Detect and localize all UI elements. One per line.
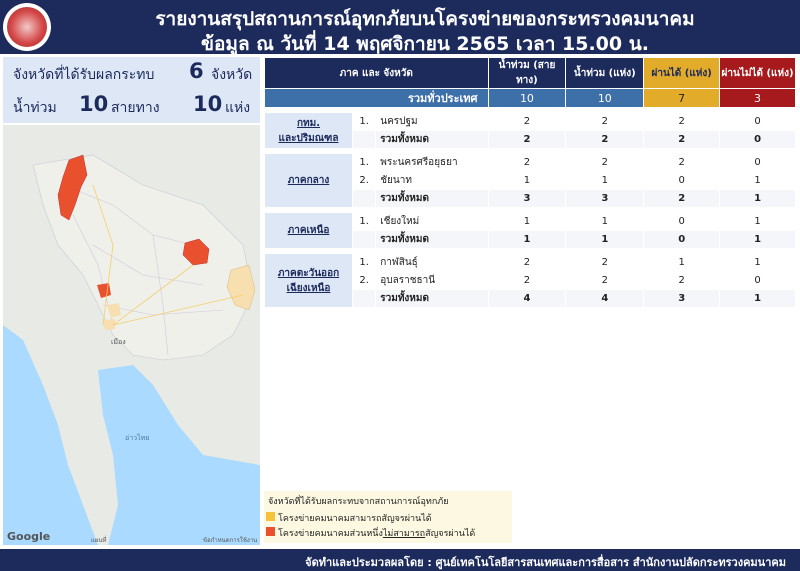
- thailand-map[interactable]: [3, 125, 260, 545]
- table-row: ภาคตะวันออก เฉียงเหนือ 1. กาฬสินธุ์ 2 2 1 1: [265, 254, 795, 271]
- header-points: น้ำท่วม (แห่ง): [566, 58, 643, 88]
- ministry-seal-logo: [3, 3, 51, 51]
- region-central: ภาคกลาง: [265, 154, 352, 207]
- province-name: กาฬสินธุ์: [380, 257, 418, 268]
- subtotal-row: รวมทั้งหมด 3 3 2 1: [265, 190, 795, 207]
- region-north: ภาคเหนือ: [265, 213, 352, 248]
- subtotal-row: รวมทั้งหมด 1 1 0 1: [265, 231, 795, 248]
- header-routes: น้ำท่วม (สายทาง): [489, 58, 566, 88]
- google-logo: Google: [7, 530, 51, 543]
- legend-item-passable: โครงข่ายคมนาคมสามารถสัญจรผ่านได้: [278, 511, 432, 525]
- routes-unit: สายทาง: [111, 100, 160, 116]
- table-row: กทม. และปริมณฑล 1. นครปฐม 2 2 2 0: [265, 113, 795, 130]
- header-impassable: ผ่านไม่ได้ (แห่ง): [720, 58, 795, 88]
- flood-status-table: [264, 57, 796, 308]
- map-sea-label: อ่าวไทย: [125, 434, 150, 442]
- map-graphic: [3, 125, 260, 545]
- region-northeast: ภาคตะวันออก เฉียงเหนือ: [265, 254, 352, 307]
- province-name: นครปฐม: [380, 116, 418, 127]
- affected-count: 6: [189, 59, 204, 83]
- affected-label: จังหวัดที่ได้รับผลกระทบ: [13, 67, 155, 83]
- province-name: เชียงใหม่: [380, 216, 420, 227]
- province-name: อุบลราชธานี: [380, 275, 436, 286]
- subtotal-row: รวมทั้งหมด 4 4 3 1: [265, 290, 795, 307]
- table-row: ภาคเหนือ 1. เชียงใหม่ 1 1 0 1: [265, 213, 795, 230]
- map-legend: [264, 491, 512, 543]
- table-row: ภาคกลาง 1. พระนครศรีอยุธยา 2 2 2 0: [265, 154, 795, 171]
- national-points: 10: [566, 89, 643, 107]
- national-routes: 10: [489, 89, 566, 107]
- yellow-swatch-icon: [266, 512, 275, 521]
- routes-count: 10: [79, 92, 109, 116]
- points-unit: แห่ง: [225, 100, 251, 116]
- affected-unit: จังหวัด: [211, 67, 253, 83]
- map-copyright: แผนที่: [91, 537, 107, 544]
- flood-label: น้ำท่วม: [13, 100, 57, 116]
- table-row: 2. อุบลราชธานี 2 2 2 0: [265, 272, 795, 289]
- legend-title: จังหวัดที่ได้รับผลกระทบจากสถานการณ์อุทกภัย: [268, 497, 449, 507]
- legend-item-impassable: โครงข่ายคมนาคมส่วนหนึ่งไม่สามารถสัญจรผ่านได้: [278, 526, 475, 540]
- header-region: ภาค และ จังหวัด: [265, 58, 488, 88]
- header-passable: ผ่านได้ (แห่ง): [644, 58, 719, 88]
- footer-credit: จัดทำและประมวลผลโดย : ศูนย์เทคโนโลยีสารสนเทศและการสื่อสาร สำนักงานปลัดกระทรวงคมนาคม: [305, 556, 786, 569]
- points-count: 10: [193, 92, 223, 116]
- national-passable: 7: [644, 89, 719, 107]
- national-impassable: 3: [720, 89, 795, 107]
- map-terms-link[interactable]: ข้อกำหนดการใช้งาน: [203, 537, 258, 544]
- report-date: ข้อมูล ณ วันที่ 14 พฤศจิกายน 2565 เวลา 15.00 น.: [201, 33, 649, 55]
- subtotal-row: รวมทั้งหมด 2 2 2 0: [265, 131, 795, 148]
- report-footer: [0, 549, 800, 571]
- province-name: พระนครศรีอยุธยา: [380, 157, 458, 168]
- report-title: รายงานสรุปสถานการณ์อุทกภัยบนโครงข่ายของกระทรวงคมนาคม: [155, 8, 695, 30]
- summary-panel: [3, 57, 260, 123]
- table-row: 2. ชัยนาท 1 1 0 1: [265, 172, 795, 189]
- red-swatch-icon: [266, 527, 275, 536]
- province-name: ชัยนาท: [380, 175, 412, 186]
- map-place-label: เมือง: [111, 338, 126, 346]
- report-header: [0, 0, 800, 54]
- national-total-label: รวมทั่วประเทศ: [265, 89, 488, 107]
- region-bangkok: กทม. และปริมณฑล: [265, 113, 352, 148]
